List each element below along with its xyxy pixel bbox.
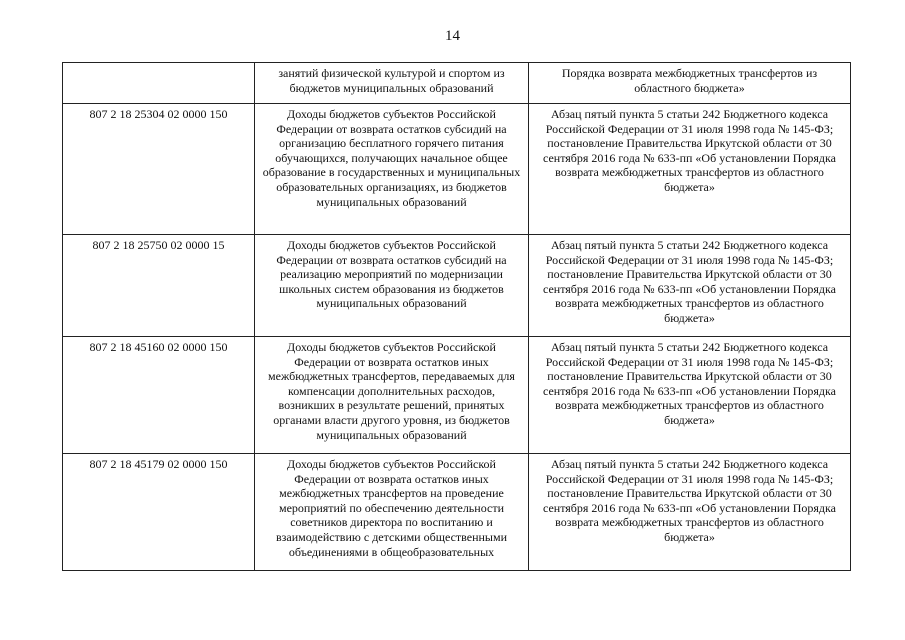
table-row [63, 63, 851, 104]
revenue-name-cell: Доходы бюджетов субъектов Российской Федерации от возврата остатков иных межбюджетных трансфертов, передаваемых для компенсации дополнительных расходов, возникших в результате решений, принятых органами власти другого уровня, из бюджетов муниципальных образований [255, 337, 529, 454]
table-row [63, 454, 851, 571]
revenue-name-cell: Доходы бюджетов субъектов Российской Федерации от возврата остатков субсидий на организацию бесплатного горячего питания обучающихся, получающих начальное общее образование в государственных и муниципальных образовательных организациях, из бюджетов муниципальных образований [255, 104, 529, 235]
table-row [63, 337, 851, 454]
revenue-name-cell: Доходы бюджетов субъектов Российской Федерации от возврата остатков иных межбюджетных трансфертов на проведение мероприятий по обеспечению деятельности советников директора по воспитанию и взаимодействию с детскими общественными объединениями в общеобразовательных [255, 454, 529, 571]
legal-basis-cell: Абзац пятый пункта 5 статьи 242 Бюджетного кодекса Российской Федерации от 31 июля 1998 года № 145-ФЗ; постановление Правительства Иркутской области от 30 сентября 2016 года № 633-пп «Об установлении Порядка возврата межбюджетных трансфертов из областного бюджета» [529, 454, 851, 571]
revenue-code-cell: 807 2 18 45179 02 0000 150 [63, 454, 255, 571]
revenue-name-cell: занятий физической культурой и спортом из бюджетов муниципальных образований [255, 63, 529, 104]
legal-basis-cell: Абзац пятый пункта 5 статьи 242 Бюджетного кодекса Российской Федерации от 31 июля 1998 года № 145-ФЗ; постановление Правительства Иркутской области от 30 сентября 2016 года № 633-пп «Об установлении Порядка возврата межбюджетных трансфертов из областного бюджета» [529, 337, 851, 454]
legal-basis-cell: Абзац пятый пункта 5 статьи 242 Бюджетного кодекса Российской Федерации от 31 июля 1998 года № 145-ФЗ; постановление Правительства Иркутской области от 30 сентября 2016 года № 633-пп «Об установлении Порядка возврата межбюджетных трансфертов из областного бюджета» [529, 235, 851, 337]
revenue-codes-table [62, 62, 851, 571]
revenue-code-cell: 807 2 18 45160 02 0000 150 [63, 337, 255, 454]
table-row [63, 235, 851, 337]
table-row [63, 104, 851, 235]
revenue-code-cell: 807 2 18 25304 02 0000 150 [63, 104, 255, 235]
legal-basis-cell: Абзац пятый пункта 5 статьи 242 Бюджетного кодекса Российской Федерации от 31 июля 1998 года № 145-ФЗ; постановление Правительства Иркутской области от 30 сентября 2016 года № 633-пп «Об установлении Порядка возврата межбюджетных трансфертов из областного бюджета» [529, 104, 851, 235]
revenue-name-cell: Доходы бюджетов субъектов Российской Федерации от возврата остатков субсидий на реализацию мероприятий по модернизации школьных систем образования из бюджетов муниципальных образований [255, 235, 529, 337]
revenue-code-cell: 807 2 18 25750 02 0000 15 [63, 235, 255, 337]
revenue-code-cell [63, 63, 255, 104]
legal-basis-cell: Порядка возврата межбюджетных трансфертов из областного бюджета» [529, 63, 851, 104]
page-number: 14 [445, 28, 460, 44]
